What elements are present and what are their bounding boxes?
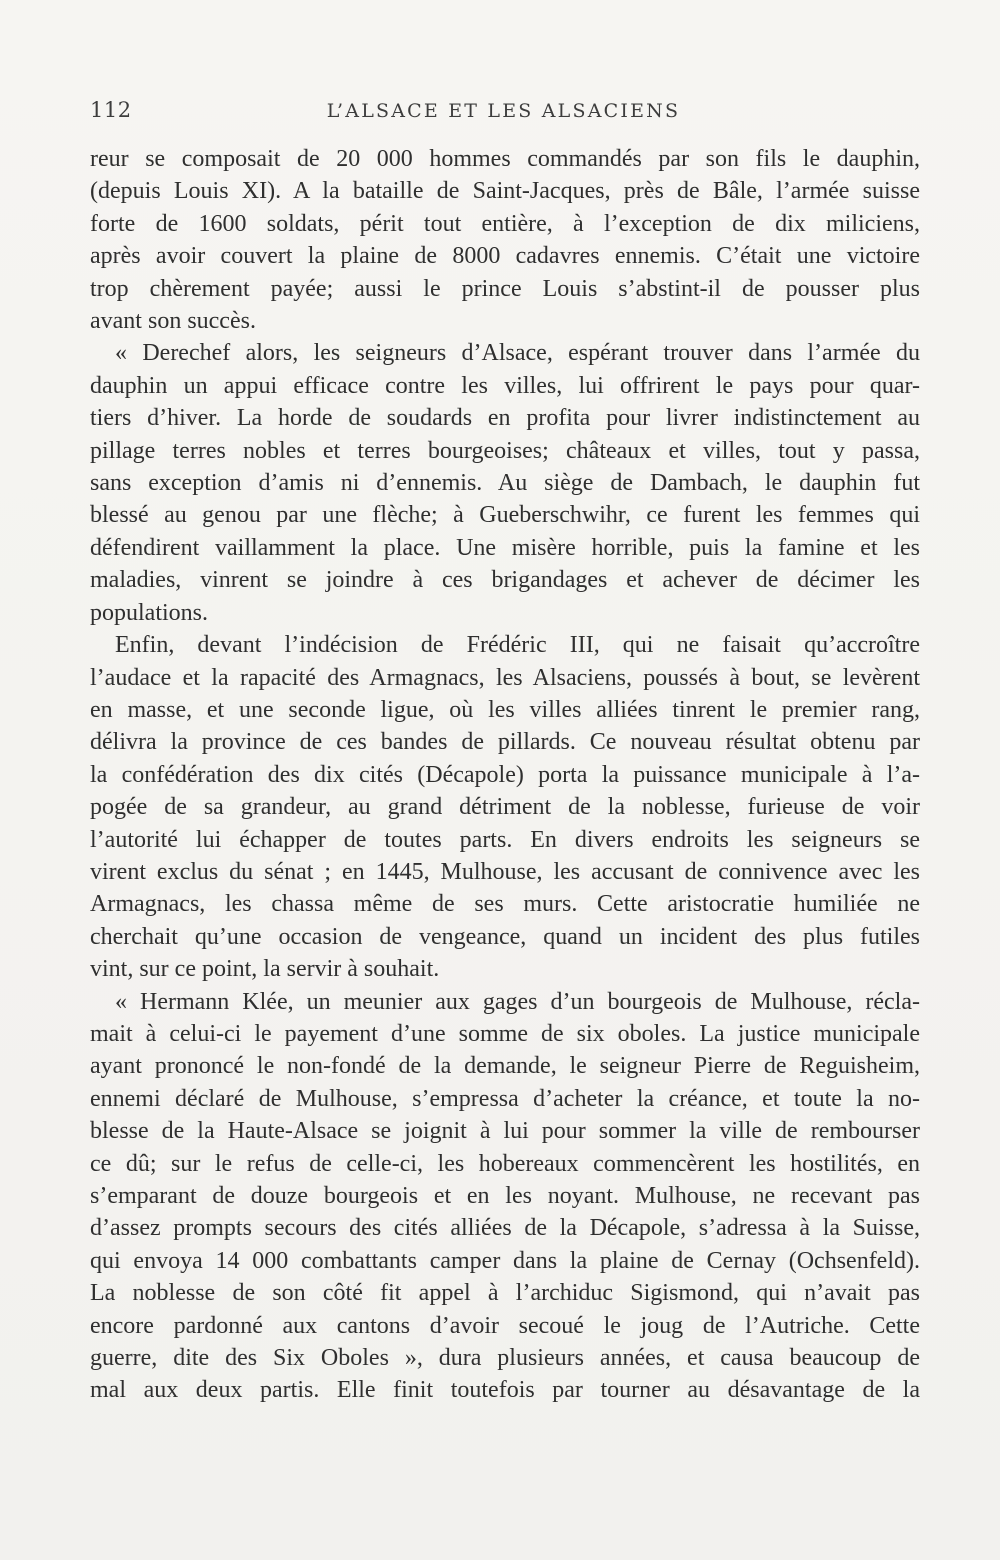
text-line: maladies, vinrent se joindre à ces brigandages et achever de décimer les xyxy=(90,567,920,594)
paragraph-2 xyxy=(90,337,920,629)
text-line: mal aux deux partis. Elle finit toutefois par tourner au désavantage de la xyxy=(90,1377,920,1404)
text-line: Enfin, devant l’indécision de Frédéric III, qui ne faisait qu’accroître xyxy=(115,632,920,659)
text-line: délivra la province de ces bandes de pillards. Ce nouveau résultat obtenu par xyxy=(90,729,920,756)
text-line: cherchait qu’une occasion de vengeance, quand un incident des plus futiles xyxy=(90,923,920,950)
paragraph-3 xyxy=(90,629,920,985)
text-line: dauphin un appui efficace contre les villes, lui offrirent le pays pour quar- xyxy=(90,372,920,399)
text-line: après avoir couvert la plaine de 8000 cadavres ennemis. C’était une victoire xyxy=(90,243,920,270)
text-line: forte de 1600 soldats, périt tout entière, à l’exception de dix miliciens, xyxy=(90,210,920,237)
text-line: défendirent vaillamment la place. Une misère horrible, puis la famine et les xyxy=(90,534,920,561)
paragraph-4 xyxy=(90,986,920,1407)
text-line: blessé au genou par une flèche; à Gueberschwihr, ce furent les femmes qui xyxy=(90,502,920,529)
text-line: (depuis Louis XI). A la bataille de Saint-Jacques, près de Bâle, l’armée suisse xyxy=(90,178,920,205)
text-line: « Hermann Klée, un meunier aux gages d’un bourgeois de Mulhouse, récla- xyxy=(115,988,920,1015)
text-line: blesse de la Haute-Alsace se joignit à lui pour sommer la ville de rembourser xyxy=(90,1118,920,1145)
text-line: Armagnacs, les chassa même de ses murs. Cette aristocratie humiliée ne xyxy=(90,891,920,918)
text-line: trop chèrement payée; aussi le prince Louis s’abstint-il de pousser plus xyxy=(90,275,920,302)
text-line: reur se composait de 20 000 hommes commandés par son fils le dauphin, xyxy=(90,146,920,172)
text-line: ayant prononcé le non-fondé de la demande, le seigneur Pierre de Reguisheim, xyxy=(90,1053,920,1080)
text-line: virent exclus du sénat ; en 1445, Mulhouse, les accusant de connivence avec les xyxy=(90,858,920,885)
text-line: sans exception d’amis ni d’ennemis. Au siège de Dambach, le dauphin fut xyxy=(90,470,920,497)
text-line: la confédération des dix cités (Décapole) porta la puissance municipale à l’a- xyxy=(90,761,920,788)
text-line: avant son succès. xyxy=(90,308,256,335)
text-line: mait à celui-ci le payement d’une somme de six oboles. La justice municipale xyxy=(90,1020,920,1047)
text-line: qui envoya 14 000 combattants camper dans la plaine de Cernay (Ochsenfeld). xyxy=(90,1247,920,1274)
text-line: « Derechef alors, les seigneurs d’Alsace, espérant trouver dans l’armée du xyxy=(115,340,920,367)
text-line: en masse, et une seconde ligue, où les villes alliées tinrent le premier rang, xyxy=(90,696,920,723)
text-line: guerre, dite des Six Oboles », dura plusieurs années, et causa beaucoup de xyxy=(90,1345,920,1372)
text-line: vint, sur ce point, la servir à souhait. xyxy=(90,956,440,983)
text-line: pogée de sa grandeur, au grand détriment de la noblesse, furieuse de voir xyxy=(90,794,920,821)
running-header xyxy=(90,98,917,130)
text-line: encore pardonné aux cantons d’avoir secoué le joug de l’Autriche. Cette xyxy=(90,1312,920,1339)
page-number: 112 xyxy=(90,98,132,122)
text-line: l’autorité lui échapper de toutes parts. En divers endroits les seigneurs se xyxy=(90,826,920,853)
running-title: L’ALSACE ET LES ALSACIENS xyxy=(326,100,681,122)
text-line: l’audace et la rapacité des Armagnacs, les Alsaciens, poussés à bout, se levèrent xyxy=(90,664,920,691)
text-line: pillage terres nobles et terres bourgeoises; châteaux et villes, tout y passa, xyxy=(90,437,920,464)
text-line: La noblesse de son côté fit appel à l’archiduc Sigismond, qui n’avait pas xyxy=(90,1280,920,1307)
text-line: d’assez prompts secours des cités alliées de la Décapole, s’adressa à la Suisse, xyxy=(90,1215,920,1242)
body-text xyxy=(90,143,920,1407)
text-line: populations. xyxy=(90,599,208,626)
paragraph-1 xyxy=(90,143,920,337)
text-line: ce dû; sur le refus de celle-ci, les hobereaux commencèrent les hostilités, en xyxy=(90,1150,920,1177)
text-line: tiers d’hiver. La horde de soudards en profita pour livrer indistinctement au xyxy=(90,405,920,432)
text-line: ennemi déclaré de Mulhouse, s’empressa d’acheter la créance, et toute la no- xyxy=(90,1085,920,1112)
text-line: s’emparant de douze bourgeois et en les noyant. Mulhouse, ne recevant pas xyxy=(90,1183,920,1209)
